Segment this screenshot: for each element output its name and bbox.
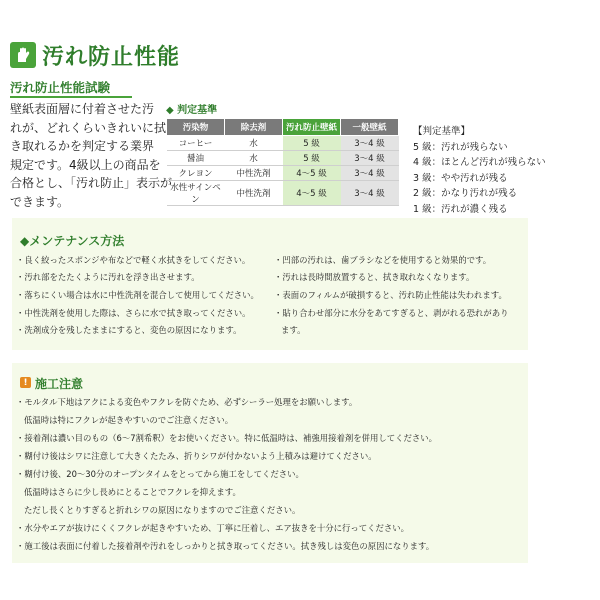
maintenance-item: ・表面のフィルムが破損すると、汚れ防止性能は失われます。 <box>274 290 507 300</box>
table-cell: 水性サインペン <box>167 181 225 206</box>
caution-title: 施工注意 <box>35 377 84 391</box>
legend-item: 1 級：汚れが濃く残る <box>413 203 508 215</box>
grade-legend <box>413 124 546 217</box>
grade-table <box>166 118 399 206</box>
caution-item: ・糊付け後はシワに注意して大きくたたみ、折りシワが付かないよう上積みは避けてください。 <box>16 451 377 461</box>
warning-icon: ! <box>20 377 31 388</box>
legend-title: 【判定基準】 <box>413 126 471 137</box>
table-header: 除去剤 <box>225 119 283 136</box>
subtitle-underline <box>10 96 132 98</box>
table-cell: コーヒー <box>167 136 225 151</box>
maintenance-panel <box>12 218 528 350</box>
caution-item: ただし長くとりすぎると折れシワの原因になりますのでご注意ください。 <box>24 505 301 515</box>
legend-item: 2 級：かなり汚れが残る <box>413 188 518 199</box>
page-title: 汚れ防止性能 <box>42 45 181 70</box>
description-line: き取れるかを判定する業界 <box>10 139 155 153</box>
description-line: 壁紙表面層に付着させた汚 <box>10 102 155 116</box>
judgement-label: ◆ 判定基準 <box>166 105 218 116</box>
caution-item: ・モルタル下地はアクによる変色やフクレを防ぐため、必ずシーラー処理をお願いします。 <box>16 397 358 407</box>
description-line: 合格とし、「汚れ防止」表示が <box>10 176 173 190</box>
caution-item: ・水分やエアが抜けにくくフクレが起きやすいため、丁寧に圧着し、エア抜きを十分に行ってください。 <box>16 523 410 533</box>
table-cell: 醤油 <box>167 151 225 166</box>
table-cell: 3〜4 級 <box>341 136 399 151</box>
legend-item: 3 級：やや汚れが残る <box>413 172 508 184</box>
table-row <box>167 136 399 151</box>
maintenance-item: ・良く絞ったスポンジや布などで軽く水拭きをしてください。 <box>16 255 251 265</box>
maintenance-item: ・中性洗剤を使用した際は、さらに水で拭き取ってください。 <box>16 308 251 318</box>
table-cell: 5 級 <box>283 136 341 151</box>
caution-item: 低温時は特にフクレが起きやすいのでご注意ください。 <box>24 415 234 425</box>
description-line: できます。 <box>10 194 70 209</box>
table-cell: 5 級 <box>283 151 341 166</box>
table-header-row <box>167 119 399 136</box>
glove-icon <box>10 42 36 68</box>
maintenance-item: ・貼り合わせ部分に水分をあてすぎると、剥がれる恐れがあり <box>274 308 509 318</box>
table-cell: クレヨン <box>167 166 225 181</box>
caution-panel <box>12 363 528 563</box>
table-cell: 3〜4 級 <box>341 151 399 166</box>
maintenance-item: ます。 <box>281 325 306 335</box>
table-row <box>167 181 399 206</box>
caution-item: ・接着剤は濃い目のもの（6〜7割希釈）をお使いください。特に低温時は、補強用接着剤を併用してください。 <box>16 433 438 443</box>
legend-item: 5 級：汚れが残らない <box>413 141 508 153</box>
table-row <box>167 166 399 181</box>
caution-item: ・糊付け後、20〜30分のオープンタイムをとってから施工をしてください。 <box>16 469 304 479</box>
description-line: 規定です。4級以上の商品を <box>10 157 161 172</box>
table-cell: 中性洗剤 <box>225 166 283 181</box>
table-cell: 中性洗剤 <box>225 181 283 206</box>
table-cell: 水 <box>225 151 283 166</box>
table-header: 一般壁紙 <box>341 119 399 136</box>
table-cell: 4〜5 級 <box>283 166 341 181</box>
maintenance-item: ・汚れ部をたたくように汚れを浮き出させます。 <box>16 272 200 282</box>
maintenance-item: ・落ちにくい場合は水に中性洗剤を混合して使用してください。 <box>16 290 259 300</box>
legend-item: 4 級：ほとんど汚れが残らない <box>413 157 546 168</box>
maintenance-item: ・凹部の汚れは、歯ブラシなどを使用すると効果的です。 <box>274 255 492 265</box>
table-cell: 水 <box>225 136 283 151</box>
section-subtitle: 汚れ防止性能試験 <box>10 80 111 95</box>
table-row <box>167 151 399 166</box>
test-description <box>10 100 173 211</box>
description-line: れが、どれくらいきれいに拭 <box>10 120 167 135</box>
table-cell: 3〜4 級 <box>341 181 399 206</box>
caution-item: 低温時はさらに少し長めにとることでフクレを抑えます。 <box>24 487 241 497</box>
maintenance-item: ・洗剤成分を残したままにすると、変色の原因になります。 <box>16 325 242 335</box>
maintenance-title: ◆メンテナンス方法 <box>20 234 125 248</box>
table-cell: 3〜4 級 <box>341 166 399 181</box>
table-header: 汚染物 <box>167 119 225 136</box>
table-cell: 4〜5 級 <box>283 181 341 206</box>
maintenance-item: ・汚れは長時間放置すると、拭き取れなくなります。 <box>274 272 475 282</box>
caution-item: ・施工後は表面に付着した接着剤や汚れをしっかりと拭き取ってください。拭き残しは変色の原因になります。 <box>16 541 435 551</box>
table-header: 汚れ防止壁紙 <box>283 119 341 136</box>
